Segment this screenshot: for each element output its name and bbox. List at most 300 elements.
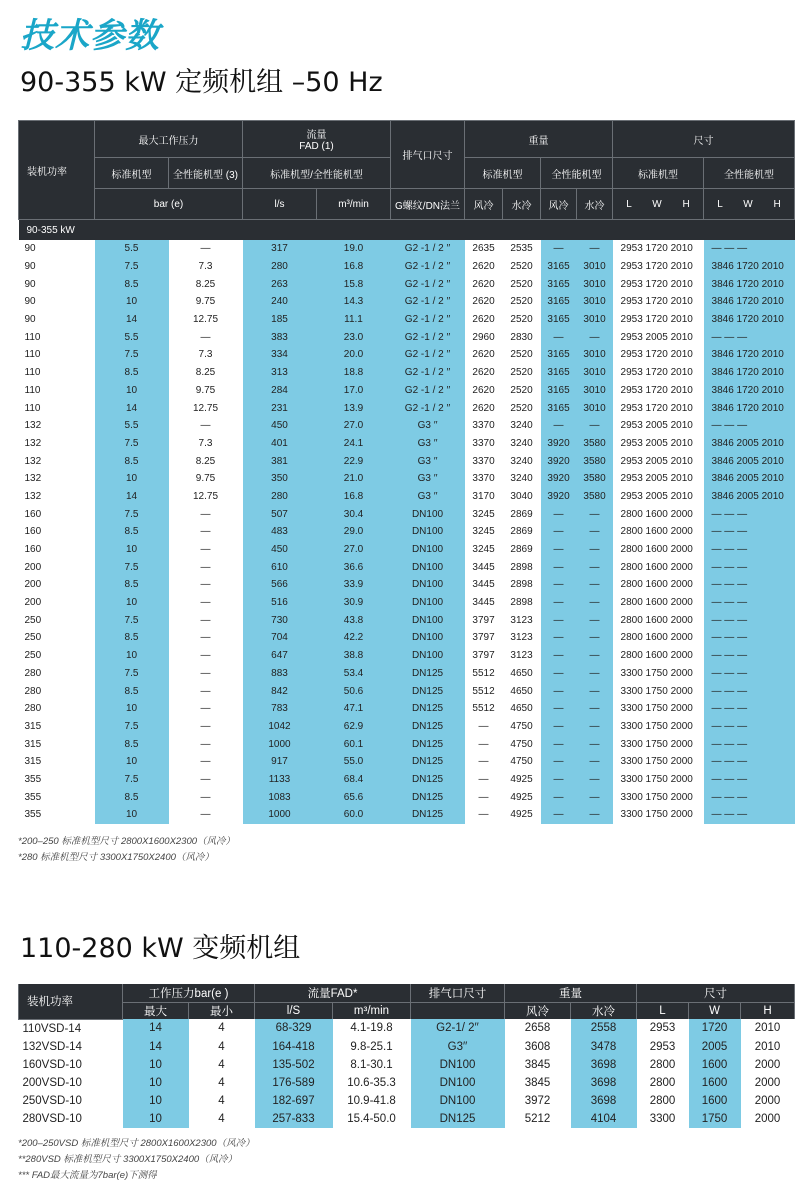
cell-water-weight: 3698 (571, 1092, 637, 1110)
cell-outlet: G2-1/ 2′′ (411, 1019, 505, 1038)
cell-power: 90 (24, 261, 36, 273)
cell-dim-l: 2800 (649, 1058, 676, 1071)
cell-air-weight: 3608 (524, 1040, 551, 1053)
note: **280VSD 标准机型尺寸 3300X1750X2400（风冷） (18, 1154, 238, 1165)
cell-full-water: — (577, 523, 613, 541)
header-air: 风冷 (541, 189, 577, 220)
cell-outlet: DN100 (391, 523, 465, 541)
header-ls: l/s (243, 189, 317, 220)
table-row (19, 771, 795, 789)
cell-full-pressure: — (200, 597, 211, 609)
cell-full-pressure: — (200, 561, 211, 573)
table-row (19, 788, 795, 806)
cell-std-air: 3797 (472, 632, 495, 644)
table-row (19, 1074, 795, 1092)
header-dims-full: 全性能机型 (704, 158, 795, 189)
cell-std-water: 2869 (510, 544, 533, 556)
cell-flow-m3min: 4.1-19.8 (350, 1022, 393, 1035)
cell-power: 90 (24, 278, 36, 290)
cell-std-air: 3445 (472, 597, 495, 609)
cell-dim-h: 2000 (754, 1094, 781, 1107)
cell-dim-l: 2800 (649, 1076, 676, 1089)
cell-std-pressure: 14 (95, 399, 169, 417)
header-outlet-unit: G螺纹/DN法兰 (391, 189, 465, 220)
cell-full-pressure: — (200, 331, 211, 343)
cell-full-air: — (541, 665, 577, 683)
header-flow: 流量 FAD (1) (243, 121, 391, 158)
cell-std-air: 2620 (472, 296, 495, 308)
cell-full-dims: — — — (704, 753, 795, 771)
cell-full-water: 3010 (577, 346, 613, 364)
cell-full-water: 3580 (577, 488, 613, 506)
cell-power: 132 (24, 473, 42, 485)
cell-full-pressure: 8.25 (195, 455, 216, 467)
cell-outlet: G2 -1 / 2 ′′ (391, 382, 465, 400)
cell-dim-h: 2000 (754, 1058, 781, 1071)
cell-dim-w: 2005 (689, 1038, 741, 1056)
cell-std-dims: 2800 1600 2000 (620, 650, 693, 662)
cell-outlet: DN100 (391, 541, 465, 559)
cell-flow-m3min: 43.8 (317, 611, 391, 629)
cell-std-water: 2520 (510, 349, 533, 361)
cell-full-water: 3010 (577, 364, 613, 382)
cell-full-water: 3580 (577, 452, 613, 470)
cell-full-water: — (577, 665, 613, 683)
cell-std-pressure: 8.5 (95, 682, 169, 700)
cell-full-pressure: — (200, 720, 211, 732)
cell-min-pressure: 4 (218, 1112, 225, 1125)
cell-full-air: — (541, 576, 577, 594)
cell-model: 110VSD-14 (22, 1022, 82, 1035)
cell-outlet: G2 -1 / 2 ′′ (391, 311, 465, 329)
cell-std-air: — (478, 773, 489, 785)
cell-min-pressure: 4 (218, 1076, 225, 1089)
cell-flow-ls: 647 (243, 647, 317, 665)
cell-full-air: 3165 (541, 258, 577, 276)
cell-power: 250 (24, 632, 42, 644)
table-row (19, 346, 795, 364)
cell-full-pressure: — (200, 667, 211, 679)
table-row (19, 328, 795, 346)
cell-water-weight: 4104 (571, 1110, 637, 1128)
cell-std-air: 3370 (472, 455, 495, 467)
cell-std-air: 2620 (472, 384, 495, 396)
cell-flow-ls: 257-833 (255, 1110, 333, 1128)
header-weight-full: 全性能机型 (541, 158, 613, 189)
cell-full-dims: — — — (704, 806, 795, 824)
cell-power: 110 (24, 384, 41, 396)
cell-flow-m3min: 33.9 (317, 576, 391, 594)
header-water: 水冷 (571, 1003, 637, 1020)
cell-full-dims: — — — (704, 700, 795, 718)
cell-dim-w: 1600 (689, 1056, 741, 1074)
cell-full-dims: — — — (704, 718, 795, 736)
cell-full-air: 3165 (541, 311, 577, 329)
cell-air-weight: 5212 (524, 1112, 551, 1125)
cell-std-pressure: 8.5 (95, 629, 169, 647)
cell-std-air: 5512 (472, 703, 495, 715)
cell-full-air: 3165 (541, 399, 577, 417)
cell-water-weight: 3698 (571, 1074, 637, 1092)
cell-flow-m3min: 30.4 (317, 505, 391, 523)
cell-power: 132 (24, 420, 42, 432)
cell-full-dims: — — — (704, 647, 795, 665)
cell-std-dims: 2800 1600 2000 (620, 597, 693, 609)
cell-std-dims: 2800 1600 2000 (620, 561, 693, 573)
cell-std-water: 2898 (510, 561, 533, 573)
cell-full-water: — (577, 753, 613, 771)
cell-full-pressure: — (200, 614, 211, 626)
cell-std-pressure: 10 (95, 700, 169, 718)
cell-full-pressure: — (200, 508, 211, 520)
cell-outlet: G3 ′′ (391, 452, 465, 470)
cell-full-water: 3010 (577, 382, 613, 400)
section2-title: 110-280 kW 变频机组 (20, 933, 301, 964)
header-air: 风冷 (505, 1003, 571, 1020)
cell-std-dims: 3300 1750 2000 (620, 667, 693, 679)
cell-flow-m3min: 50.6 (317, 682, 391, 700)
header-water: 水冷 (503, 189, 541, 220)
cell-outlet: DN125 (391, 735, 465, 753)
cell-std-dims: 3300 1750 2000 (620, 791, 693, 803)
cell-outlet: DN125 (411, 1110, 505, 1128)
cell-power: 315 (24, 756, 42, 768)
cell-full-pressure: — (200, 579, 211, 591)
cell-air-weight: 3972 (524, 1094, 551, 1107)
cell-std-air: 2620 (472, 278, 495, 290)
cell-std-air: 3245 (472, 526, 495, 538)
cell-std-water: 2898 (510, 597, 533, 609)
cell-full-dims: — — — (704, 505, 795, 523)
cell-flow-m3min: 10.6-35.3 (347, 1076, 396, 1089)
group-label: 90-355 kW (19, 220, 795, 241)
cell-flow-m3min: 16.8 (317, 258, 391, 276)
cell-full-dims: 3846 1720 2010 (704, 364, 795, 382)
cell-std-pressure: 7.5 (95, 558, 169, 576)
note: *280 标准机型尺寸 3300X1750X2400（风冷） (18, 852, 214, 863)
cell-outlet: DN100 (391, 558, 465, 576)
cell-std-air: 2960 (472, 331, 495, 343)
cell-std-water: 4750 (510, 756, 533, 768)
cell-air-weight: 3845 (524, 1076, 551, 1089)
table-row (19, 275, 795, 293)
cell-std-water: 2520 (510, 384, 533, 396)
cell-full-air: — (541, 753, 577, 771)
cell-std-water: 2520 (510, 296, 533, 308)
page-title: 技术参数 (20, 16, 160, 56)
table-row (19, 293, 795, 311)
cell-power: 160 (24, 544, 42, 556)
cell-full-pressure: — (200, 243, 211, 255)
cell-std-dims: 2953 1720 2010 (620, 278, 693, 290)
cell-full-water: — (577, 611, 613, 629)
cell-full-pressure: — (200, 773, 211, 785)
cell-power: 132 (24, 490, 42, 502)
cell-flow-ls: 516 (243, 594, 317, 612)
cell-std-dims: 2953 1720 2010 (620, 261, 693, 273)
cell-flow-ls: 135-502 (255, 1056, 333, 1074)
cell-full-air: — (541, 788, 577, 806)
cell-std-water: 2520 (510, 278, 533, 290)
cell-full-air: 3920 (541, 488, 577, 506)
cell-flow-m3min: 60.0 (317, 806, 391, 824)
cell-flow-m3min: 55.0 (317, 753, 391, 771)
cell-dim-w: 1750 (689, 1110, 741, 1128)
cell-full-water: — (577, 328, 613, 346)
cell-full-dims: — — — (704, 788, 795, 806)
cell-flow-m3min: 18.8 (317, 364, 391, 382)
cell-full-pressure: 12.75 (192, 314, 219, 326)
cell-std-dims: 2953 1720 2010 (620, 314, 693, 326)
cell-std-water: 3123 (510, 632, 533, 644)
cell-std-pressure: 14 (95, 311, 169, 329)
table-row (19, 417, 795, 435)
cell-std-pressure: 10 (95, 382, 169, 400)
cell-outlet: G2 -1 / 2 ′′ (391, 258, 465, 276)
cell-full-water: — (577, 788, 613, 806)
cell-power: 90 (24, 243, 36, 255)
header-outlet: 排气口尺寸 (411, 984, 505, 1003)
note: *** FAD最大流量为7bar(e)下测得 (18, 1170, 157, 1181)
cell-flow-m3min: 53.4 (317, 665, 391, 683)
cell-full-air: — (541, 558, 577, 576)
cell-std-dims: 2953 1720 2010 (620, 402, 693, 414)
cell-flow-m3min: 10.9-41.8 (347, 1094, 396, 1107)
table-row (19, 594, 795, 612)
table-row (19, 1038, 795, 1056)
cell-flow-ls: 182-697 (255, 1092, 333, 1110)
cell-outlet: DN125 (391, 753, 465, 771)
cell-max-pressure: 14 (123, 1019, 189, 1038)
cell-power: 110 (24, 402, 41, 414)
cell-flow-m3min: 60.1 (317, 735, 391, 753)
cell-std-pressure: 8.5 (95, 523, 169, 541)
cell-full-water: — (577, 240, 613, 258)
cell-full-pressure: — (200, 544, 211, 556)
cell-std-water: 2520 (510, 367, 533, 379)
cell-std-dims: 2953 1720 2010 (620, 367, 693, 379)
cell-full-pressure: 12.75 (192, 402, 219, 414)
cell-full-dims: 3846 2005 2010 (704, 452, 795, 470)
table-row (19, 611, 795, 629)
cell-std-pressure: 10 (95, 293, 169, 311)
cell-flow-m3min: 27.0 (317, 541, 391, 559)
cell-full-pressure: 9.75 (195, 384, 216, 396)
cell-flow-m3min: 8.1-30.1 (350, 1058, 393, 1071)
cell-flow-ls: 176-589 (255, 1074, 333, 1092)
cell-std-pressure: 7.5 (95, 258, 169, 276)
cell-std-pressure: 14 (95, 488, 169, 506)
cell-full-dims: 3846 1720 2010 (704, 275, 795, 293)
cell-std-pressure: 8.5 (95, 364, 169, 382)
cell-std-pressure: 7.5 (95, 505, 169, 523)
cell-flow-m3min: 22.9 (317, 452, 391, 470)
cell-full-air: — (541, 523, 577, 541)
cell-flow-m3min: 36.6 (317, 558, 391, 576)
cell-std-air: 3797 (472, 650, 495, 662)
header-standard: 标准机型 (95, 158, 169, 189)
cell-full-pressure: — (200, 526, 211, 538)
cell-model: 132VSD-14 (22, 1040, 82, 1053)
cell-full-water: 3010 (577, 293, 613, 311)
cell-std-dims: 2953 2005 2010 (620, 331, 693, 343)
cell-model: 160VSD-10 (22, 1058, 82, 1071)
cell-std-air: — (478, 756, 489, 768)
cell-flow-ls: 185 (243, 311, 317, 329)
cell-power: 280 (24, 703, 42, 715)
cell-flow-ls: 566 (243, 576, 317, 594)
table-row (19, 647, 795, 665)
cell-full-water: 3010 (577, 311, 613, 329)
cell-std-air: — (478, 809, 489, 821)
cell-std-dims: 2953 2005 2010 (620, 455, 693, 467)
cell-std-air: 3245 (472, 508, 495, 520)
cell-power: 110 (24, 349, 41, 361)
cell-outlet: DN125 (391, 665, 465, 683)
cell-flow-ls: 350 (243, 470, 317, 488)
table-row (19, 1092, 795, 1110)
cell-outlet: G2 -1 / 2 ′′ (391, 240, 465, 258)
cell-flow-ls: 483 (243, 523, 317, 541)
cell-min-pressure: 4 (218, 1040, 225, 1053)
cell-full-water: — (577, 735, 613, 753)
cell-full-pressure: — (200, 703, 211, 715)
cell-outlet: DN100 (411, 1056, 505, 1074)
cell-flow-ls: 263 (243, 275, 317, 293)
cell-std-dims: 2800 1600 2000 (620, 544, 693, 556)
cell-std-dims: 2953 1720 2010 (620, 296, 693, 308)
cell-air-weight: 2658 (524, 1022, 551, 1035)
cell-power: 280 (24, 685, 42, 697)
table-row (19, 1110, 795, 1128)
header-weight: 重量 (505, 984, 637, 1003)
cell-full-pressure: 7.3 (198, 349, 213, 361)
header-weight: 重量 (465, 121, 613, 158)
cell-std-pressure: 8.5 (95, 788, 169, 806)
cell-full-air: — (541, 594, 577, 612)
header-ls: l/S (255, 1003, 333, 1020)
cell-power: 90 (24, 314, 36, 326)
cell-std-air: 2620 (472, 402, 495, 414)
cell-std-water: 2535 (510, 243, 533, 255)
cell-full-air: 3920 (541, 470, 577, 488)
cell-std-air: 2620 (472, 314, 495, 326)
cell-outlet: DN125 (391, 682, 465, 700)
cell-std-dims: 2800 1600 2000 (620, 579, 693, 591)
header-outlet-blank (411, 1003, 505, 1020)
cell-max-pressure: 10 (123, 1092, 189, 1110)
cell-std-pressure: 10 (95, 647, 169, 665)
cell-power: 250 (24, 614, 42, 626)
cell-outlet: DN125 (391, 788, 465, 806)
cell-flow-ls: 783 (243, 700, 317, 718)
cell-full-dims: — — — (704, 735, 795, 753)
cell-full-pressure: — (200, 632, 211, 644)
header-std-full: 标准机型/全性能机型 (243, 158, 391, 189)
cell-power: 200 (24, 579, 42, 591)
cell-full-air: — (541, 700, 577, 718)
cell-full-water: — (577, 771, 613, 789)
cell-std-air: 3797 (472, 614, 495, 626)
cell-flow-m3min: 68.4 (317, 771, 391, 789)
cell-full-pressure: — (200, 809, 211, 821)
cell-power: 250 (24, 650, 42, 662)
cell-full-dims: — — — (704, 682, 795, 700)
cell-dim-h: 2010 (754, 1040, 781, 1053)
cell-std-water: 3040 (510, 490, 533, 502)
cell-flow-ls: 1133 (243, 771, 317, 789)
cell-full-water: 3010 (577, 399, 613, 417)
table-row (19, 311, 795, 329)
cell-water-weight: 2558 (571, 1019, 637, 1038)
cell-flow-ls: 383 (243, 328, 317, 346)
table-row (19, 523, 795, 541)
table-row (19, 558, 795, 576)
cell-full-air: — (541, 629, 577, 647)
cell-std-pressure: 7.5 (95, 718, 169, 736)
cell-min-pressure: 4 (218, 1022, 225, 1035)
cell-full-air: 3165 (541, 364, 577, 382)
header-min: 最小 (189, 1003, 255, 1020)
cell-dim-w: 1720 (689, 1019, 741, 1038)
cell-full-air: — (541, 505, 577, 523)
cell-std-air: 2635 (472, 243, 495, 255)
table-row (19, 682, 795, 700)
cell-outlet: G3′′ (411, 1038, 505, 1056)
cell-std-water: 2869 (510, 526, 533, 538)
cell-std-water: 4650 (510, 685, 533, 697)
cell-flow-m3min: 38.8 (317, 647, 391, 665)
cell-std-water: 4925 (510, 809, 533, 821)
cell-std-dims: 3300 1750 2000 (620, 720, 693, 732)
cell-outlet: G2 -1 / 2 ′′ (391, 328, 465, 346)
cell-full-air: — (541, 806, 577, 824)
cell-std-dims: 3300 1750 2000 (620, 773, 693, 785)
cell-full-pressure: 9.75 (195, 473, 216, 485)
cell-std-dims: 2800 1600 2000 (620, 632, 693, 644)
cell-power: 110 (24, 367, 41, 379)
cell-outlet: G2 -1 / 2 ′′ (391, 293, 465, 311)
cell-std-dims: 2800 1600 2000 (620, 508, 693, 520)
cell-flow-m3min: 27.0 (317, 417, 391, 435)
header-dims: 尺寸 (613, 121, 795, 158)
cell-std-dims: 3300 1750 2000 (620, 685, 693, 697)
cell-full-air: 3165 (541, 382, 577, 400)
cell-full-pressure: 7.3 (198, 261, 213, 273)
cell-full-dims: — — — (704, 576, 795, 594)
cell-full-dims: 3846 2005 2010 (704, 488, 795, 506)
cell-std-air: 5512 (472, 685, 495, 697)
cell-flow-m3min: 13.9 (317, 399, 391, 417)
cell-std-air: — (478, 791, 489, 803)
cell-full-air: 3165 (541, 293, 577, 311)
cell-std-water: 2520 (510, 261, 533, 273)
cell-std-water: 3123 (510, 614, 533, 626)
table-row (19, 629, 795, 647)
cell-full-water: — (577, 505, 613, 523)
cell-max-pressure: 10 (123, 1074, 189, 1092)
cell-full-air: — (541, 771, 577, 789)
cell-std-air: — (478, 720, 489, 732)
cell-flow-m3min: 14.3 (317, 293, 391, 311)
cell-full-air: — (541, 647, 577, 665)
cell-outlet: G2 -1 / 2 ′′ (391, 346, 465, 364)
cell-full-air: — (541, 682, 577, 700)
cell-std-water: 3123 (510, 650, 533, 662)
cell-flow-m3min: 47.1 (317, 700, 391, 718)
cell-full-water: 3580 (577, 470, 613, 488)
cell-std-dims: 2953 2005 2010 (620, 420, 693, 432)
